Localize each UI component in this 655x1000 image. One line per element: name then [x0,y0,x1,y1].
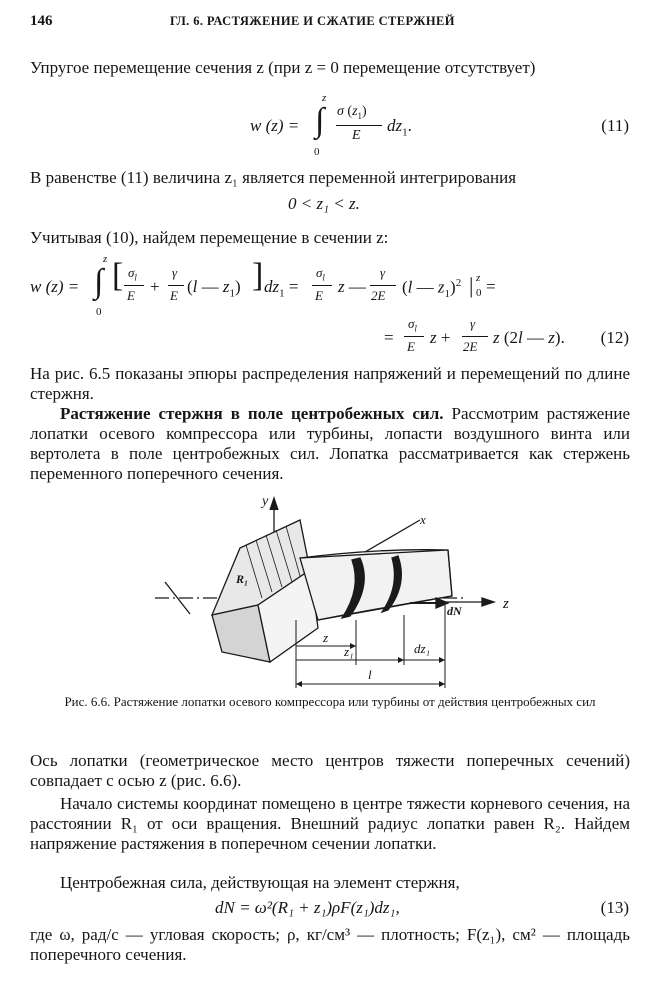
paragraph-1: Упругое перемещение сечения z (при z = 0 перемещение отсутствует) [30,58,536,77]
chapter-title: ГЛ. 6. РАСТЯЖЕНИЕ И СЖАТИЕ СТЕРЖНЕЙ [170,14,455,28]
paragraph-6: Ось лопатки (геометрическое место центров тяжести поперечных сечений) совпадает с осью z (рис. 6.6). [30,751,630,790]
label-y: y [262,494,269,509]
label-dim-l: l [368,667,372,682]
section-heading: Растяжение стержня в поле центробежных сил. [60,404,444,423]
label-dim-z: z [323,630,329,645]
paragraph-9: где ω, рад/с — угловая скорость; ρ, кг/см³ — плотность; F(z₁), см² — площадь поперечного сечения. [30,925,630,964]
label-dim-z1: z₁ [344,644,354,659]
paragraph-8: Центробежная сила, действующая на элемент стержня, [60,873,460,892]
paragraph-4: На рис. 6.5 показаны эпюры распределения напряжений и перемещений по длине стержня. [30,364,630,403]
paragraph-3: Учитывая (10), найдем перемещение в сечении z: [30,228,389,247]
z-axis-arrow [482,598,494,606]
label-x: x [420,512,426,527]
y-axis-arrow [270,498,278,510]
paragraph-2: В равенстве (11) величина z₁ является переменной интегрирования [30,168,517,187]
inequality: 0 < z₁ < z. [288,194,360,213]
equation-13: dN = ω²(R₁ + z₁)ρF(z₁)dz₁, [215,898,400,917]
equation-12-number: (12) [600,328,629,347]
page-number: 146 [30,13,53,29]
figure-caption: Рис. 6.6. Растяжение лопатки осевого компрессора или турбины от действия центробежных сил [64,694,596,709]
label-r1: R₁ [236,572,249,586]
paragraph-5-text: Рассмотрим растяжение лопатки осевого компрессора или турбины, лопасти воздушного винта или вертолета в поле центробежных сил. Лопатка рассматривается как стержень переменного поперечного сечения. [30,404,631,483]
label-dn: dN [447,604,462,618]
paragraph-7: Начало системы координат помещено в центре тяжести корневого сечения, на расстоянии R₁ от оси вращения. Внешний радиус лопатки равен R₂. Найдем напряжение растяжения в поперечном сечении лопатки. [30,794,630,853]
equation-11-number: (11) [601,116,629,135]
equation-13-number: (13) [600,898,629,917]
label-z-axis: z [503,596,509,612]
label-dim-dz1: dz₁ [414,641,431,656]
